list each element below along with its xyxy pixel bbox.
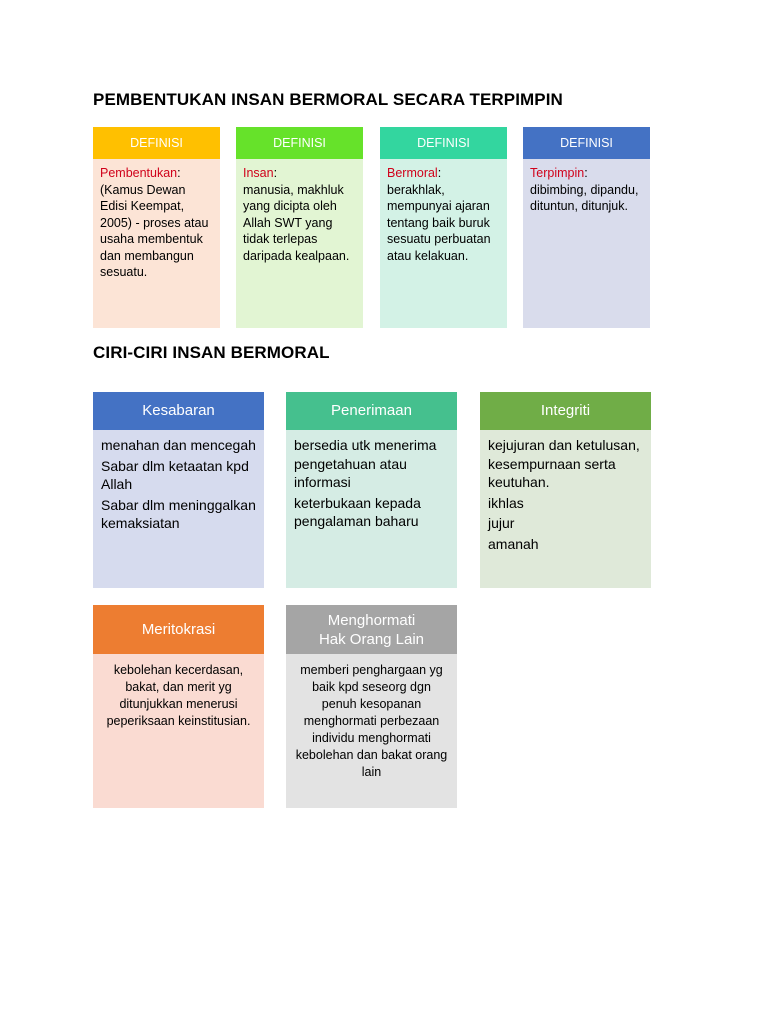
ciri-body — [286, 654, 457, 789]
definition-card-insan — [236, 127, 363, 328]
ciri-card-penerimaan — [286, 392, 457, 588]
definition-body — [236, 159, 363, 270]
ciri-header: Integriti — [480, 392, 651, 430]
ciri-header: Kesabaran — [93, 392, 264, 430]
definition-card-bermoral — [380, 127, 507, 328]
ciri-card-kesabaran — [93, 392, 264, 588]
ciri-card-menghormati-hak — [286, 605, 457, 808]
definition-colon: : — [584, 166, 588, 180]
ciri-body — [480, 430, 651, 561]
definition-text: (Kamus Dewan Edisi Keempat, 2005) - proses atau usaha membentuk dan membangun sesuatu. — [100, 182, 209, 279]
definition-colon: : — [273, 166, 278, 180]
ciri-body — [93, 430, 264, 541]
ciri-body — [93, 654, 264, 738]
definition-text: berakhlak, mempunyai ajaran tentang baik buruk sesuatu perbuatan atau kelakuan. — [387, 182, 491, 263]
ciri-item: jujur — [488, 515, 515, 531]
ciri-item: amanah — [488, 535, 539, 552]
section-title: CIRI-CIRI INSAN BERMORAL — [93, 343, 330, 362]
ciri-item: menahan dan mencegah — [101, 437, 256, 453]
definition-card-pembentukan — [93, 127, 220, 328]
ciri-item: ikhlas — [488, 494, 524, 511]
ciri-card-integriti — [480, 392, 651, 588]
ciri-item: Sabar dlm meninggalkan kemaksiatan — [101, 496, 256, 531]
definition-body — [380, 159, 507, 270]
definition-header: DEFINISI — [93, 127, 220, 159]
ciri-body — [286, 430, 457, 539]
definition-header: DEFINISI — [380, 127, 507, 159]
definition-colon: : — [437, 166, 442, 180]
ciri-item: keterbukaan kepada pengalaman baharu — [294, 494, 421, 529]
definition-colon: : — [177, 166, 181, 180]
definition-body — [523, 159, 650, 221]
ciri-item: kebolehan kecerdasan, bakat, dan merit yg ditunjukkan menerusi peperiksaan keinstitusian. — [106, 663, 251, 728]
ciri-item: kejujuran dan ketulusan, kesempurnaan serta keutuhan. — [488, 437, 640, 490]
ciri-card-meritokrasi — [93, 605, 264, 808]
definition-body — [93, 159, 220, 287]
definition-header: DEFINISI — [523, 127, 650, 159]
definition-term: Insan — [243, 166, 274, 180]
definition-term: Terpimpin — [530, 166, 585, 180]
ciri-item: Sabar dlm ketaatan kpd Allah — [101, 457, 249, 492]
definition-term: Pembentukan — [100, 166, 178, 180]
ciri-item: bersedia utk menerima pengetahuan atau informasi — [294, 437, 437, 490]
ciri-header: Menghormati Hak Orang Lain — [286, 605, 457, 654]
definition-header: DEFINISI — [236, 127, 363, 159]
definition-text: dibimbing, dipandu, dituntun, ditunjuk. — [530, 182, 639, 213]
ciri-header: Penerimaan — [286, 392, 457, 430]
definition-text: manusia, makhluk yang dicipta oleh Allah SWT yang tidak terlepas daripada kealpaan. — [243, 182, 350, 263]
definition-card-terpimpin — [523, 127, 650, 328]
ciri-header: Meritokrasi — [93, 605, 264, 654]
ciri-item: memberi penghargaan yg baik kpd seseorg dgn penuh kesopanan menghormati perbezaan individu menghormati kebolehan dan bakat orang lain — [295, 663, 448, 779]
definition-term: Bermoral — [387, 166, 438, 180]
page-title: PEMBENTUKAN INSAN BERMORAL SECARA TERPIMPIN — [93, 90, 563, 109]
